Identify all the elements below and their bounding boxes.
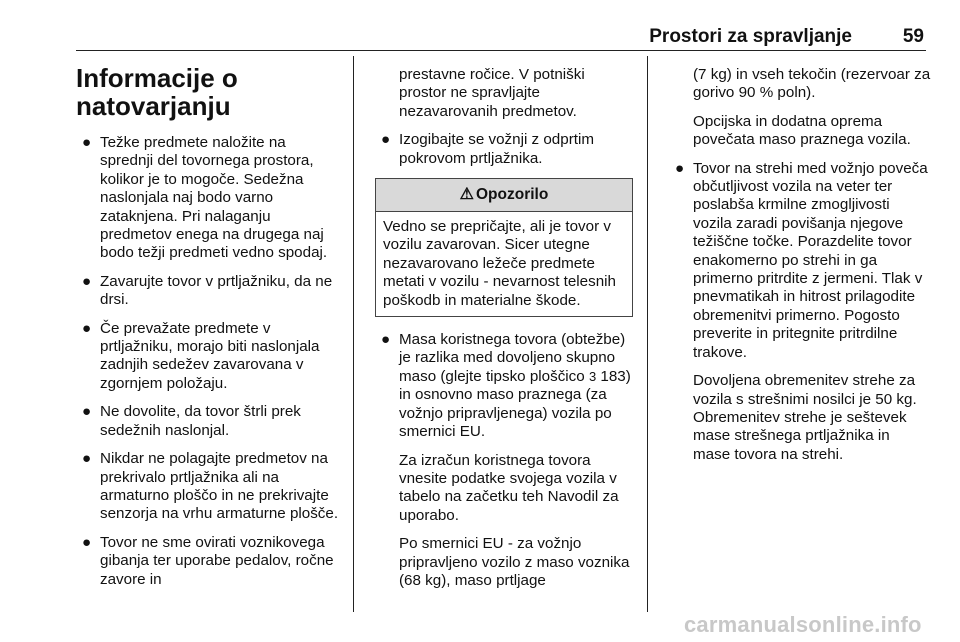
warning-text: Vedno se prepričajte, ali je tovor v vozilu zavarovan. Sicer utegne nezavarovano ležeče predmete metati v vozilu - nevarnost telesnih poškodb in materialne škode. (383, 218, 616, 309)
watermark: carmanualsonline.info (684, 612, 922, 637)
bullet-icon: ● (381, 131, 391, 149)
bullet-icon: ● (82, 319, 92, 337)
bullet-icon: ● (82, 403, 92, 421)
bullet-icon: ● (675, 159, 685, 177)
continued-text: prestavne ročice. V potniški prostor ne spravljajte nezavarovanih predmetov. (399, 66, 585, 120)
roof-load-text: Tovor na strehi med vožnjo poveča občutljivost vozila na veter ter poslabša krmilne zmogljivosti vozila zaradi povišanja njegove težiščne točke. Porazdelite tovor enakomerno po strehi in ga primerno pritrdite z jermeni. Tlak v pnevmatikah in hitrost prilagodite obremenitvi primerno. Pogosto preverite in pritegnite pritrdilne trakove. (693, 159, 928, 361)
warning-header (376, 179, 632, 212)
bullet-icon: ● (82, 272, 92, 290)
section-heading-line-1: Informacije o (76, 63, 238, 93)
roof-load-list (669, 160, 931, 465)
header-rule (76, 50, 926, 51)
column-divider-2 (647, 56, 648, 612)
list-item (76, 273, 342, 310)
payload-definition (399, 331, 633, 441)
section-heading (76, 64, 342, 120)
loading-info-list-3 (375, 331, 633, 590)
list-item-text: Če prevažate predmete v prtljažniku, morajo biti naslonjala zadnjih sedežev zavarovana v zgornjem položaju. (100, 319, 320, 392)
column-divider-1 (353, 56, 354, 612)
list-item (76, 134, 342, 263)
eu-directive-text: Po smernici EU - za vožnjo pripravljeno vozilo z maso voznika (68 kg), maso prtljage (399, 535, 630, 589)
loading-info-list-2 (375, 131, 633, 168)
roof-load-limit-text: Dovoljena obremenitev strehe za vozila s strešnimi nosilci je 50 kg. Obremenitev strehe je seštevek mase strešnega prtljažnika in mase tovora na strehi. (693, 372, 917, 463)
list-item (669, 160, 931, 465)
list-item (76, 450, 342, 524)
page-header (0, 26, 960, 50)
list-item (375, 331, 633, 590)
section-heading-line-2: natovarjanju (76, 91, 231, 121)
warning-title: Opozorilo (476, 186, 549, 204)
list-item-text: Ne dovolite, da tovor štrli prek sedežnih naslonjal. (100, 403, 301, 439)
column-3 (669, 66, 931, 474)
list-item-text: Zavarujte tovor v prtljažniku, da ne drsi. (100, 272, 333, 309)
list-item-text: Nikdar ne polagajte predmetov na prekrivalo prtljažnika ali na armaturno ploščo in ne prekrivajte senzorja na vrhu armaturne plošče. (100, 450, 339, 523)
loading-info-list (76, 134, 342, 589)
list-item (76, 320, 342, 394)
optional-equipment-text: Opcijska in dodatna oprema povečata maso praznega vozila. (693, 112, 911, 149)
bullet-icon: ● (82, 134, 92, 151)
list-item (76, 534, 342, 589)
payload-text-b: 183) in osnovno maso praznega (za vožnjo pripravljenega) vozila po smernici EU. (399, 367, 631, 441)
warning-triangle-icon: ⚠ (459, 186, 474, 204)
column-1 (76, 64, 342, 599)
page-number: 59 (902, 26, 924, 47)
payload-calculation: Za izračun koristnega tovora vnesite podatke svojega vozila v tabelo na začetku teh Navodil za uporabo. (399, 451, 619, 524)
bullet-icon: ● (82, 450, 92, 468)
list-item-text: Izogibajte se vožnji z odprtim pokrovom prtljažnika. (399, 131, 594, 167)
continued-text: (7 kg) in vseh tekočin (rezervoar za gorivo 90 % poln). (693, 66, 931, 102)
list-item-text: Težke predmete naložite na sprednji del tovornega prostora, kolikor je to mogoče. Sedežna naslonjala naj bodo varno zataknjena. Pri nalaganju predmetov enega na drugega naj bodo težji predmeti vedno spodaj. (100, 134, 328, 262)
list-item (76, 403, 342, 440)
bullet-icon: ● (82, 533, 92, 551)
section-title: Prostori za spravljanje (649, 26, 852, 47)
list-item-text: Tovor ne sme ovirati voznikovega gibanja ter uporabe pedalov, ročne zavore in (100, 533, 334, 588)
payload-text-a: Masa koristnega tovora (obtežbe) je razlika med dovoljeno skupno maso (glejte tipsko ploščico (399, 331, 626, 385)
page-reference-icon: 3 (588, 368, 597, 384)
list-item (375, 131, 633, 168)
column-2 (375, 66, 633, 600)
bullet-icon: ● (381, 331, 391, 349)
warning-box (375, 178, 633, 317)
